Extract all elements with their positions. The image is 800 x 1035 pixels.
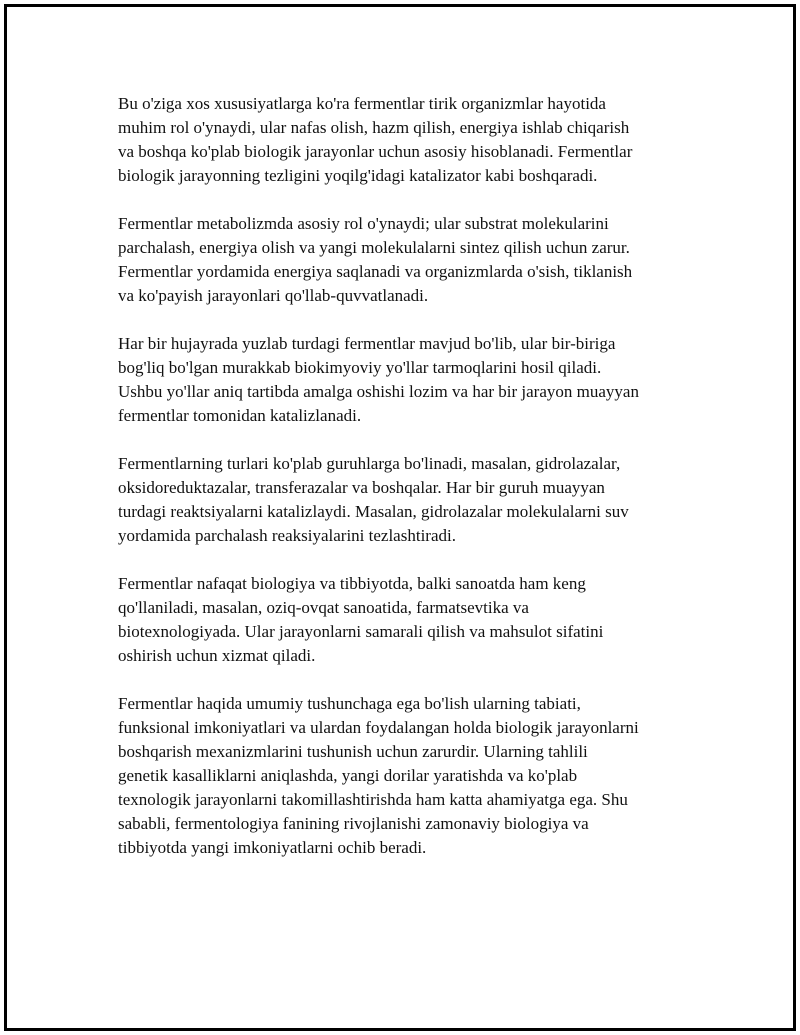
paragraph-4 [118,452,718,548]
text-line: texnologik jarayonlarni takomillashtirishda ham katta ahamiyatga ega. Shu [118,790,628,809]
text-line: sababli, fermentologiya fanining rivojlanishi zamonaviy biologiya va [118,814,589,833]
text-line: va ko'payish jarayonlari qo'llab-quvvatlanadi. [118,286,429,305]
document-body [118,92,718,884]
text-line: oksidoreduktazalar, transferazalar va boshqalar. Har bir guruh muayyan [118,478,605,497]
paragraph-5 [118,572,718,668]
text-line: qo'llaniladi, masalan, oziq-ovqat sanoatida, farmatsevtika va [118,598,529,617]
text-line: bog'liq bo'lgan murakkab biokimyoviy yo'llar tarmoqlarini hosil qiladi. [118,358,602,377]
text-line: yordamida parchalash reaksiyalarini tezlashtiradi. [118,526,456,545]
text-line: va boshqa ko'plab biologik jarayonlar uchun asosiy hisoblanadi. Fermentlar [118,142,633,161]
paragraph-3 [118,332,718,428]
text-line: Fermentlar haqida umumiy tushunchaga ega bo'lish ularning tabiati, [118,694,581,713]
text-line: fermentlar tomonidan katalizlanadi. [118,406,362,425]
text-line: Fermentlar yordamida energiya saqlanadi va organizmlarda o'sish, tiklanish [118,262,633,281]
text-line: turdagi reaktsiyalarni katalizlaydi. Masalan, gidrolazalar molekulalarni suv [118,502,629,521]
text-line: boshqarish mexanizmlarini tushunish uchun zarurdir. Ularning tahlili [118,742,588,761]
paragraph-1 [118,92,718,188]
text-line: Fermentlarning turlari ko'plab guruhlarga bo'linadi, masalan, gidrolazalar, [118,454,621,473]
text-line: Bu o'ziga xos xususiyatlarga ko'ra fermentlar tirik organizmlar hayotida [118,94,606,113]
text-line: parchalash, energiya olish va yangi molekulalarni sintez qilish uchun zarur. [118,238,630,257]
text-line: Fermentlar nafaqat biologiya va tibbiyotda, balki sanoatda ham keng [118,574,586,593]
paragraph-6 [118,692,718,860]
paragraph-2 [118,212,718,308]
text-line: oshirish uchun xizmat qiladi. [118,646,316,665]
text-line: funksional imkoniyatlari va ulardan foydalangan holda biologik jarayonlarni [118,718,639,737]
text-line: biotexnologiyada. Ular jarayonlarni samarali qilish va mahsulot sifatini [118,622,604,641]
text-line: biologik jarayonning tezligini yoqilg'idagi katalizator kabi boshqaradi. [118,166,598,185]
text-line: muhim rol o'ynaydi, ular nafas olish, hazm qilish, energiya ishlab chiqarish [118,118,630,137]
text-line: Har bir hujayrada yuzlab turdagi fermentlar mavjud bo'lib, ular bir-biriga [118,334,616,353]
text-line: Fermentlar metabolizmda asosiy rol o'ynaydi; ular substrat molekularini [118,214,609,233]
text-line: Ushbu yo'llar aniq tartibda amalga oshishi lozim va har bir jarayon muayyan [118,382,639,401]
text-line: genetik kasalliklarni aniqlashda, yangi dorilar yaratishda va ko'plab [118,766,578,785]
text-line: tibbiyotda yangi imkoniyatlarni ochib beradi. [118,838,427,857]
